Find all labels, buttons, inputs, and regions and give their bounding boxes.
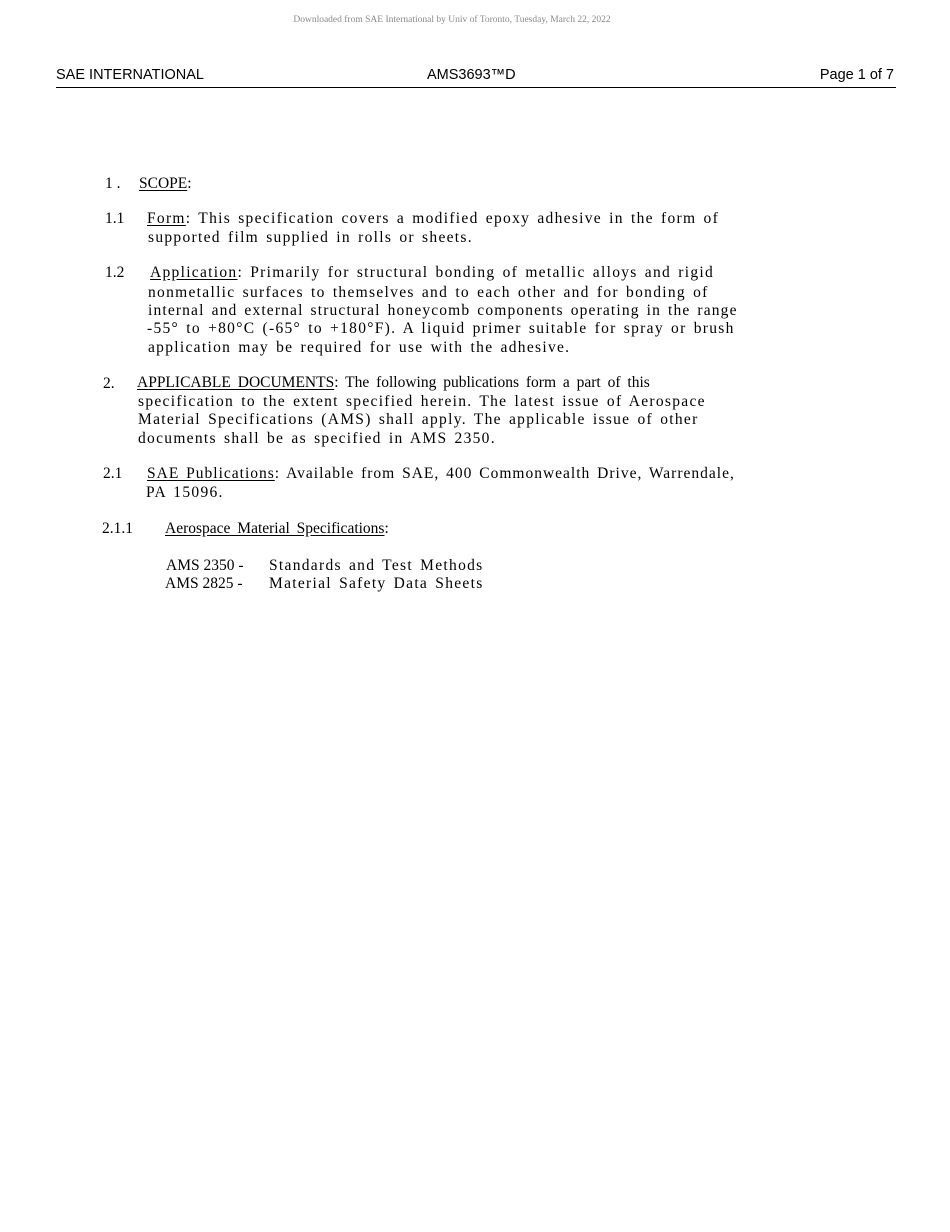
section-text-line-2: supported film supplied in rolls or sheets. bbox=[148, 229, 473, 246]
section-heading: Aerospace Material Specifications: bbox=[165, 520, 389, 537]
section-text-line-5: application may be required for use with the adhesive. bbox=[148, 339, 571, 356]
section-text-line-2: PA 15096. bbox=[146, 484, 224, 501]
ams-code: AMS 2825 - bbox=[165, 575, 243, 592]
section-number: 2.1 bbox=[103, 465, 123, 482]
section-number: 2.1.1 bbox=[102, 520, 133, 537]
section-heading bbox=[139, 175, 192, 193]
section-text-line-4: -55° to +80°C (-65° to +180°F). A liquid primer suitable for spray or brush bbox=[147, 320, 735, 337]
section-text-line-3: Material Specifications (AMS) shall apply. The applicable issue of other bbox=[138, 411, 699, 428]
section-text-line-2: nonmetallic surfaces to themselves and to each other and for bonding of bbox=[148, 284, 709, 301]
section-title: APPLICABLE DOCUMENTS bbox=[137, 374, 335, 391]
header-doc-id: AMS3693™D bbox=[427, 67, 516, 83]
section-number: 1.2 bbox=[105, 264, 125, 281]
section-text-line-1: Form: This specification covers a modified epoxy adhesive in the form of bbox=[147, 210, 720, 227]
page-header bbox=[56, 66, 896, 88]
section-text-line-3: internal and external structural honeycomb components operating in the range bbox=[148, 302, 738, 319]
section-title: SCOPE bbox=[139, 175, 188, 192]
section-title: Aerospace Material Specifications bbox=[165, 520, 385, 537]
ams-code: AMS 2350 - bbox=[166, 557, 244, 574]
header-page-number: Page 1 of 7 bbox=[819, 67, 894, 83]
section-title: Form bbox=[147, 210, 186, 227]
section-number: 2. bbox=[103, 375, 115, 392]
section-text-line-2: specification to the extent specified herein. The latest issue of Aerospace bbox=[138, 393, 706, 410]
section-text-line-4: documents shall be as specified in AMS 2350. bbox=[138, 430, 496, 447]
section-title: Application bbox=[150, 264, 238, 281]
section-text-line-1: SAE Publications: Available from SAE, 400 Commonwealth Drive, Warrendale, bbox=[147, 465, 735, 482]
section-colon: : bbox=[187, 175, 192, 192]
section-number: 1.1 bbox=[105, 210, 125, 227]
section-title: SAE Publications bbox=[147, 465, 275, 482]
download-watermark: Downloaded from SAE International by Univ of Toronto, Tuesday, March 22, 2022 bbox=[293, 15, 611, 25]
section-number: 1 . bbox=[105, 175, 121, 192]
ams-description: Standards and Test Methods bbox=[269, 557, 484, 574]
section-text-line-1: APPLICABLE DOCUMENTS: The following publications form a part of this bbox=[137, 374, 650, 391]
section-text-line-1: Application: Primarily for structural bonding of metallic alloys and rigid bbox=[150, 264, 715, 281]
ams-description: Material Safety Data Sheets bbox=[269, 575, 484, 592]
header-org: SAE INTERNATIONAL bbox=[56, 67, 204, 83]
